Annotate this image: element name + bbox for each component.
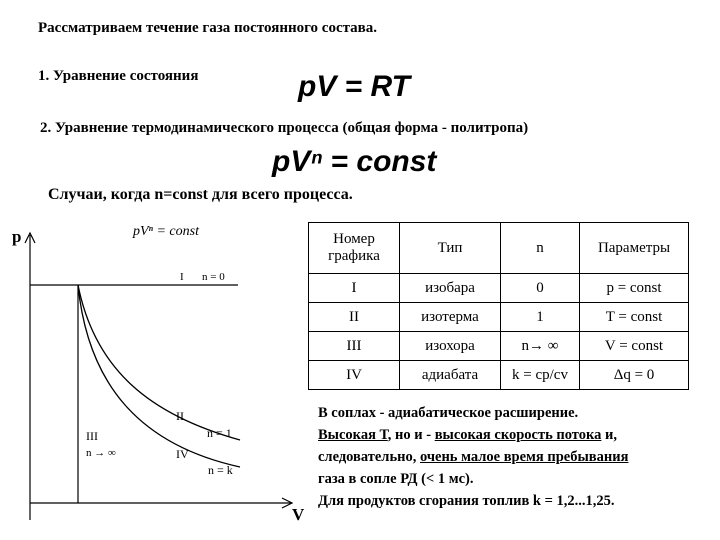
table-row: [309, 274, 689, 303]
note-line: Для продуктов сгорания топлив k = 1,2...1,25.: [318, 493, 615, 509]
intro-text: Рассматриваем течение газа постоянного состава.: [38, 20, 378, 36]
item-process-equation: 2. Уравнение термодинамического процесса (общая форма - политропа): [40, 120, 529, 136]
row-params: T = const: [580, 303, 689, 332]
row-number: II: [309, 303, 400, 332]
x-axis-label: V: [292, 505, 305, 524]
row-number: III: [309, 332, 400, 361]
isotherm-curve: [78, 285, 240, 440]
note-line: [318, 446, 718, 468]
nozzle-note: [318, 402, 718, 512]
note-line: газа в сопле РД (< 1 мс).: [318, 471, 474, 487]
y-axis-label: p: [12, 227, 22, 246]
label-n-inf: n → ∞: [86, 447, 116, 459]
row-type: изобара: [400, 274, 501, 303]
header-parameters: Параметры: [580, 223, 689, 274]
table-row: [309, 303, 689, 332]
header-type: Тип: [400, 223, 501, 274]
note-line: В соплах - адиабатическое расширение.: [318, 405, 579, 421]
row-params: Δq = 0: [580, 361, 689, 390]
table-header-row: [309, 223, 689, 274]
header-graph-number: Номер графика: [309, 223, 400, 274]
label-curve-IV: IV: [176, 447, 189, 461]
row-type: изохора: [400, 332, 501, 361]
note-high-speed: высокая скорость потока: [434, 427, 602, 443]
row-number: I: [309, 274, 400, 303]
row-n: k = cp/cv: [501, 361, 580, 390]
row-type: адиабата: [400, 361, 501, 390]
pv-diagram: [0, 215, 305, 525]
row-n: n→ ∞: [501, 332, 580, 361]
header-n: n: [501, 223, 580, 274]
label-curve-III: III: [86, 429, 98, 443]
cases-heading: Случаи, когда n=const для всего процесса.: [48, 186, 353, 203]
note-residence-time: очень малое время пребывания: [419, 449, 629, 465]
note-text: , но и -: [387, 427, 435, 443]
table-row: [309, 332, 689, 361]
polytrope-formula: pVⁿ = const: [272, 145, 437, 178]
row-type: изотерма: [400, 303, 501, 332]
row-n: 1: [501, 303, 580, 332]
label-n1: n = 1: [207, 426, 232, 440]
process-table: [308, 222, 689, 390]
label-nk: n = k: [208, 463, 233, 477]
row-params: p = const: [580, 274, 689, 303]
row-number: IV: [309, 361, 400, 390]
row-n: 0: [501, 274, 580, 303]
note-text: следовательно,: [318, 449, 420, 465]
note-high-temp: Высокая Т: [318, 427, 388, 443]
note-text: и,: [601, 427, 617, 443]
table-row: [309, 361, 689, 390]
note-line: [318, 424, 718, 446]
graph-formula: pVⁿ = const: [133, 224, 199, 239]
label-n0: n = 0: [202, 271, 225, 283]
label-curve-I: I: [180, 271, 184, 283]
label-curve-II: II: [176, 409, 184, 423]
item-state-equation: 1. Уравнение состояния: [38, 68, 199, 84]
state-equation-formula: pV = RT: [298, 70, 410, 103]
row-params: V = const: [580, 332, 689, 361]
